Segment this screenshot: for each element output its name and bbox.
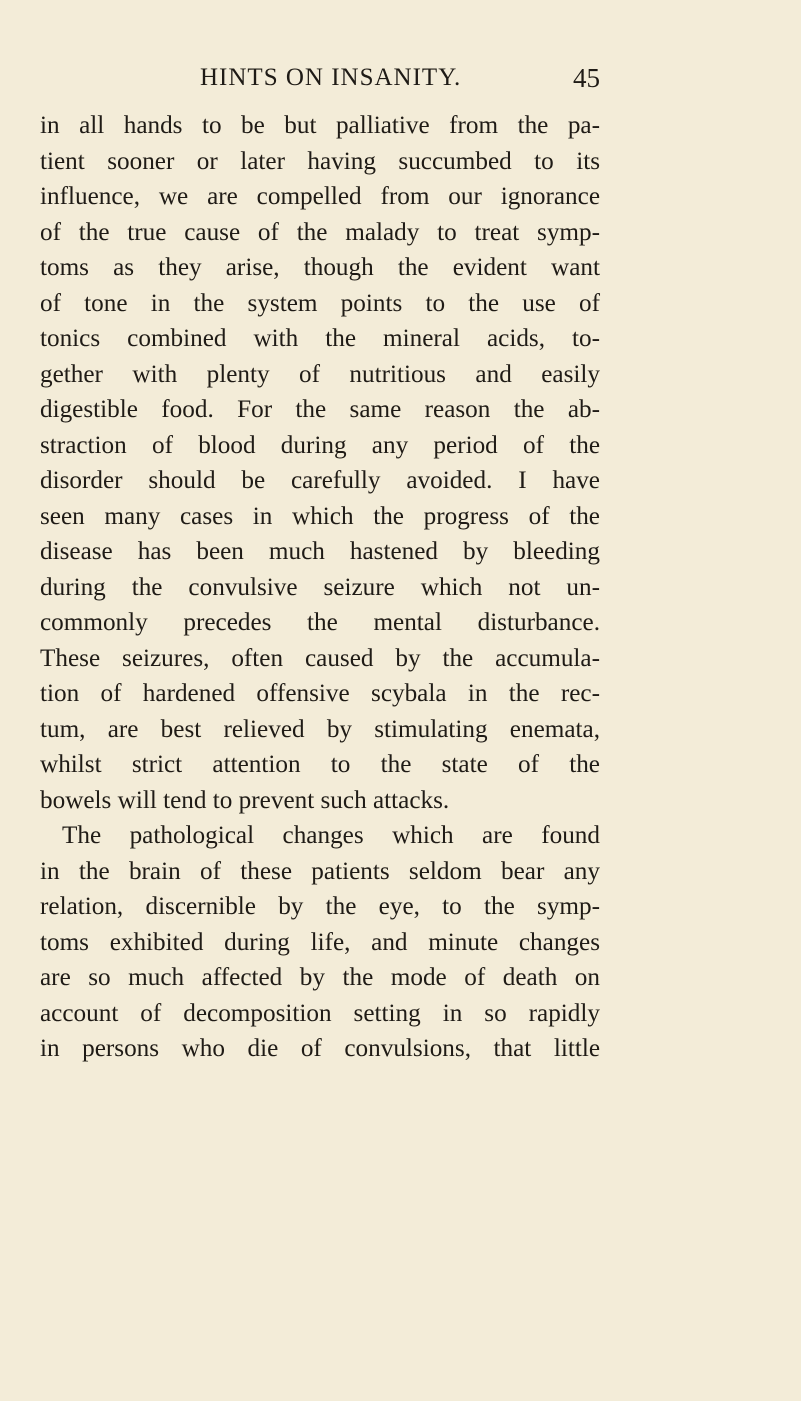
text-line: in persons who die of convulsions, that little [40,1035,600,1062]
text-line: The pathological changes which are found [62,822,600,849]
text-line: whilst strict attention to the state of the [40,751,600,778]
text-line: seen many cases in which the progress of the [40,502,600,530]
body-text [40,108,600,1067]
text-line: account of decomposition setting in so rapidly [40,999,600,1027]
text-line: tum, are best relieved by stimulating enemata, [40,715,600,743]
text-line: toms as they arise, though the evident want [40,254,600,281]
text-line: tient sooner or later having succumbed to its [40,147,600,175]
text-line: These seizures, often caused by the accumula- [40,644,600,672]
text-line: gether with plenty of nutritious and easily [40,360,600,388]
text-line: are so much affected by the mode of death on [40,964,600,991]
text-line: in all hands to be but palliative from the pa- [40,112,600,139]
text-line: commonly precedes the mental disturbance. [40,609,600,636]
text-line: digestible food. For the same reason the ab- [40,396,600,423]
text-line: tonics combined with the mineral acids, to- [40,325,600,352]
text-line: bowels will tend to prevent such attacks. [40,786,450,814]
text-line: toms exhibited during life, and minute changes [40,928,600,956]
text-line: straction of blood during any period of the [40,431,600,459]
text-line: during the convulsive seizure which not un- [40,573,600,601]
page-number: 45 [573,63,600,93]
text-line: disorder should be carefully avoided. I have [40,467,600,494]
text-line: disease has been much hastened by bleeding [40,538,600,565]
text-line: in the brain of these patients seldom bear any [40,857,600,885]
text-line: tion of hardened offensive scybala in the rec- [40,680,600,707]
text-line: of tone in the system points to the use of [40,289,600,317]
page-header [40,58,600,98]
text-line: of the true cause of the malady to treat symp- [40,218,600,246]
text-line: relation, discernible by the eye, to the symp- [40,893,600,920]
text-line: influence, we are compelled from our ignorance [40,183,600,210]
running-head: HINTS ON INSANITY. [200,64,462,91]
